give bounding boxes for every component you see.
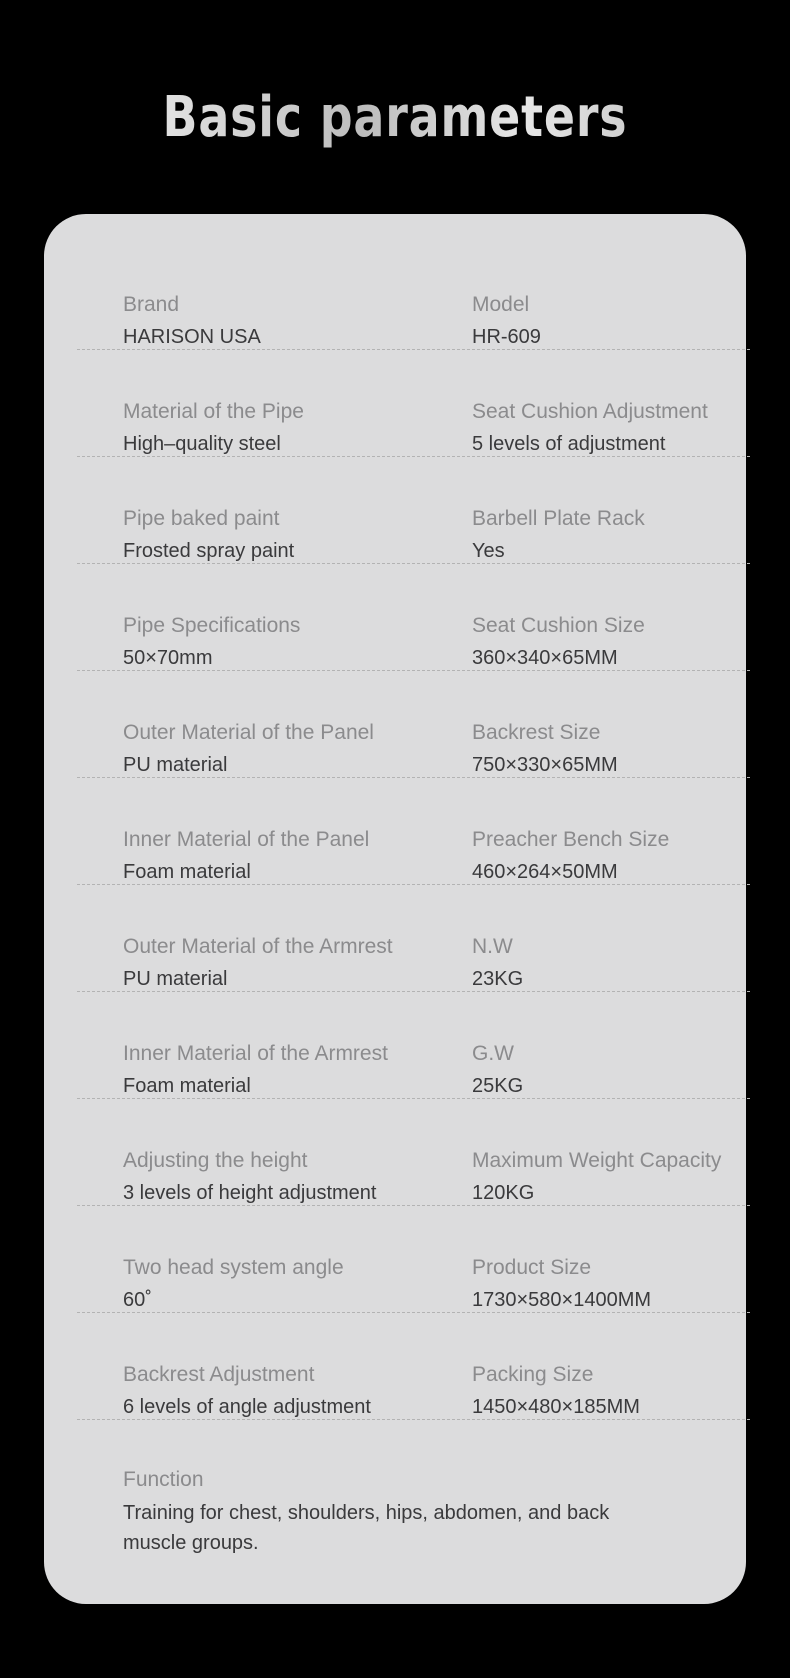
parameter-label: Outer Material of the Panel bbox=[123, 721, 374, 744]
parameter-row bbox=[77, 642, 770, 776]
parameter-value: Frosted spray paint bbox=[123, 540, 295, 562]
parameter-label: Backrest Adjustment bbox=[123, 1363, 315, 1386]
parameter-label: Material of the Pipe bbox=[123, 400, 304, 423]
parameter-value: Foam material bbox=[123, 1075, 251, 1097]
parameter-value: 360×340×65MM bbox=[472, 647, 618, 669]
parameter-label: Maximum Weight Capacity bbox=[472, 1149, 722, 1172]
parameter-label: Model bbox=[472, 293, 530, 316]
parameter-value: 50×70mm bbox=[123, 647, 213, 669]
parameter-value: 60˚ bbox=[123, 1289, 152, 1311]
parameter-label: Inner Material of the Panel bbox=[123, 828, 370, 851]
page-title: Basic parameters bbox=[71, 82, 719, 154]
parameter-label: Two head system angle bbox=[123, 1256, 344, 1279]
parameter-value: 25KG bbox=[472, 1075, 524, 1097]
function-value: Training for chest, shoulders, hips, abdomen, and back muscle groups. bbox=[123, 1502, 610, 1554]
parameter-row bbox=[77, 1177, 770, 1311]
parameter-value: 120KG bbox=[472, 1182, 535, 1204]
parameter-label: Pipe Specifications bbox=[123, 614, 301, 637]
parameters-card bbox=[44, 214, 746, 1604]
parameter-row bbox=[77, 749, 770, 883]
parameter-row bbox=[77, 428, 770, 562]
parameter-label: Packing Size bbox=[472, 1363, 594, 1386]
parameter-label: Brand bbox=[123, 293, 180, 316]
parameter-value: 23KG bbox=[472, 968, 524, 990]
parameter-row bbox=[77, 856, 770, 990]
parameter-label: Seat Cushion Adjustment bbox=[472, 400, 708, 423]
parameter-value: HARISON USA bbox=[123, 326, 261, 348]
parameter-value: PU material bbox=[123, 968, 228, 990]
parameter-label: Outer Material of the Armrest bbox=[123, 935, 393, 958]
parameter-row bbox=[77, 535, 770, 669]
parameter-value: 460×264×50MM bbox=[472, 861, 618, 883]
parameter-row bbox=[77, 963, 770, 1097]
parameter-row bbox=[77, 321, 770, 455]
parameter-value: PU material bbox=[123, 754, 228, 776]
parameter-value: 750×330×65MM bbox=[472, 754, 618, 776]
parameter-label: G.W bbox=[472, 1042, 514, 1065]
parameter-value: 6 levels of angle adjustment bbox=[123, 1396, 371, 1418]
parameter-row bbox=[77, 214, 770, 348]
parameter-label: Adjusting the height bbox=[123, 1149, 308, 1172]
row-divider bbox=[77, 1419, 750, 1420]
function-label: Function bbox=[123, 1468, 204, 1491]
parameter-label: Product Size bbox=[472, 1256, 592, 1279]
parameter-value: Yes bbox=[472, 540, 505, 562]
parameter-row bbox=[77, 1070, 770, 1204]
parameter-label: Inner Material of the Armrest bbox=[123, 1042, 388, 1065]
parameter-value: High–quality steel bbox=[123, 433, 281, 455]
parameter-label: Preacher Bench Size bbox=[472, 828, 670, 851]
parameter-row bbox=[77, 1284, 770, 1418]
parameter-value: HR-609 bbox=[472, 326, 541, 348]
parameter-label: Backrest Size bbox=[472, 721, 601, 744]
parameter-value: 1450×480×185MM bbox=[472, 1396, 640, 1418]
parameter-label: Barbell Plate Rack bbox=[472, 507, 645, 530]
parameter-label: N.W bbox=[472, 935, 513, 958]
parameter-value: 3 levels of height adjustment bbox=[123, 1182, 377, 1204]
parameter-label: Pipe baked paint bbox=[123, 507, 280, 530]
parameter-value: Foam material bbox=[123, 861, 251, 883]
parameter-value: 5 levels of adjustment bbox=[472, 433, 666, 455]
parameter-value: 1730×580×1400MM bbox=[472, 1289, 652, 1311]
parameter-label: Seat Cushion Size bbox=[472, 614, 645, 637]
